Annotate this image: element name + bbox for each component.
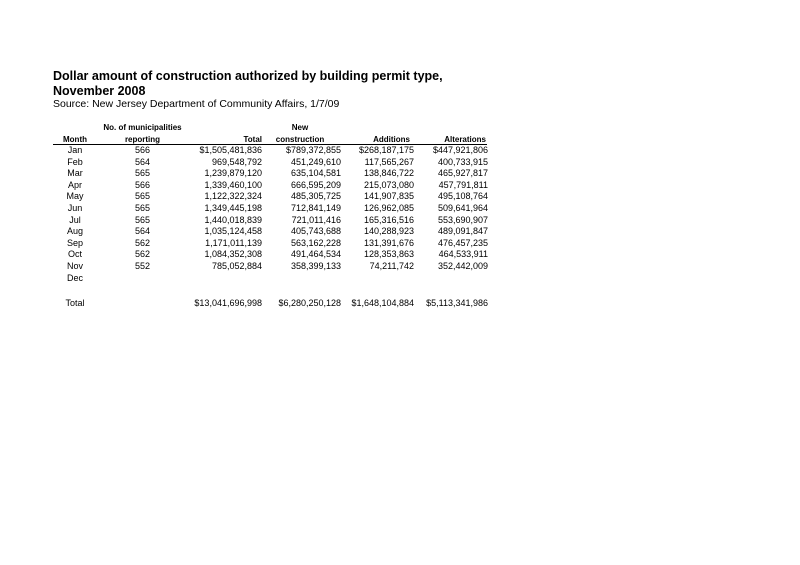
alterations-cell: 553,690,907 [437,214,488,225]
total-cell: 1,339,460,100 [204,179,262,190]
alterations-cell: 457,791,811 [438,179,488,190]
additions-cell: 165,316,516 [363,214,414,225]
new-construction-cell: 405,743,688 [290,226,341,237]
total-cell: 1,440,018,839 [204,214,262,225]
additions-cell: 117,565,267 [364,156,414,167]
additions-cell: 215,073,080 [363,179,414,190]
new-construction-cell: 491,464,534 [290,249,341,260]
alterations-cell: 489,091,847 [437,226,488,237]
reporting-cell: 566 [134,179,151,190]
reporting-cell: 565 [134,214,151,225]
header-reporting-line1: No. of municipalities [103,123,182,132]
additions-cell: 128,353,863 [363,249,414,260]
additions-cell: 131,391,676 [363,237,414,248]
month-cell: Nov [66,261,83,271]
total-cell: $1,505,481,836 [199,145,262,155]
source-note: Source: New Jersey Department of Community Affairs, 1/7/09 [53,98,340,110]
header-alterations: Alterations [444,135,486,144]
month-cell: Jun [67,203,83,213]
total-cell: 1,349,445,198 [204,203,262,213]
header-new-line1: New [291,123,309,132]
month-cell: Sep [66,237,83,248]
header-total: Total [243,135,262,144]
month-cell: Jan [67,145,83,155]
reporting-cell: 562 [134,237,151,248]
reporting-cell: 566 [134,145,151,155]
alterations-cell: $447,921,806 [432,145,488,155]
new-construction-cell: 666,595,209 [290,179,341,190]
total-cell: 1,239,879,120 [204,168,262,179]
new-construction-cell: 712,841,149 [290,203,341,213]
month-cell: Oct [67,249,82,260]
reporting-cell: 564 [134,156,151,167]
month-cell: Aug [66,226,83,237]
total-row-additions: $1,648,104,884 [351,298,414,308]
alterations-cell: 509,641,964 [437,203,488,213]
header-new-line2: construction [275,135,325,144]
header-reporting-line2: reporting [124,135,161,144]
reporting-cell: 564 [134,226,151,237]
additions-cell: 138,846,722 [363,168,414,179]
total-row-label: Total [65,298,85,308]
alterations-cell: 476,457,235 [437,237,488,248]
new-construction-cell: 721,011,416 [291,214,341,225]
page-title-line2: November 2008 [53,84,146,98]
month-cell: Mar [67,168,83,179]
additions-cell: 126,962,085 [363,203,414,213]
new-construction-cell: 358,399,133 [290,261,341,271]
total-cell: 1,035,124,458 [204,226,262,237]
new-construction-cell: 485,305,725 [290,191,341,202]
month-cell: May [66,191,84,202]
additions-cell: $268,187,175 [358,145,414,155]
total-cell: 969,548,792 [211,156,262,167]
new-construction-cell: 451,249,610 [290,156,341,167]
new-construction-cell: 635,104,581 [290,168,341,179]
alterations-cell: 465,927,817 [437,168,488,179]
new-construction-cell: $789,372,855 [285,145,341,155]
reporting-cell: 552 [134,261,151,271]
alterations-cell: 464,533,911 [438,249,488,260]
alterations-cell: 495,108,764 [437,191,488,202]
month-cell: Feb [67,156,83,167]
total-row-alterations: $5,113,341,986 [426,298,488,308]
total-cell: 785,052,884 [211,261,262,271]
reporting-cell: 565 [134,168,151,179]
page-title-line1: Dollar amount of construction authorized by building permit type, [53,69,443,83]
reporting-cell: 565 [134,191,151,202]
month-cell: Jul [69,214,81,225]
month-cell: Apr [67,179,82,190]
additions-cell: 141,907,835 [363,191,414,202]
total-cell: 1,084,352,308 [204,249,262,260]
total-row-new-construction: $6,280,250,128 [278,298,341,308]
reporting-cell: 565 [134,203,151,213]
new-construction-cell: 563,162,228 [290,237,341,248]
total-cell: 1,122,322,324 [204,191,262,202]
alterations-cell: 400,733,915 [437,156,488,167]
additions-cell: 74,211,742 [369,261,414,271]
total-row-total: $13,041,696,998 [194,298,262,308]
alterations-cell: 352,442,009 [437,261,488,271]
reporting-cell: 562 [134,249,151,260]
header-month: Month [63,135,87,144]
total-cell: 1,171,011,139 [205,237,262,248]
month-cell: Dec [66,272,83,283]
header-additions: Additions [373,135,410,144]
additions-cell: 140,288,923 [363,226,414,237]
